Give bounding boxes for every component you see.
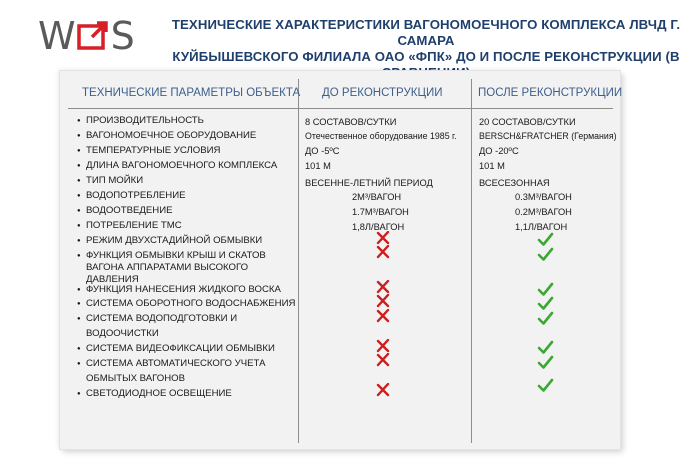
check-icon [537,282,554,297]
check-icon [537,355,554,370]
before-row-7: 1,8Л/ВАГОН [352,222,405,232]
param-row-5: ● ВОДОПОТРЕБЛЕНИЕ [86,190,298,202]
logo-letter-w: W [38,14,75,58]
after-row-1: BERSCH&FRATCHER (Германия) [479,131,617,141]
cross-icon [375,280,391,294]
title-line-1: ТЕХНИЧЕСКИЕ ХАРАКТЕРИСТИКИ ВАГОНОМОЕЧНОГО КОМПЛЕКСА ЛВЧД Г. САМАРА [171,17,681,48]
param-row-6: ● ВОДООТВЕДЕНИЕ [86,205,298,217]
check-icon [537,296,554,311]
header-after: ПОСЛЕ РЕКОНСТРУКЦИИ [478,87,623,99]
after-row-3: 101 М [479,161,505,171]
param-row-11: ● СИСТЕМА ОБОРОТНОГО ВОДОСНАБЖЕНИЯ [86,298,298,310]
param-row-7: ● ПОТРЕБЛЕНИЕ ТМС [86,220,298,232]
before-row-0: 8 СОСТАВОВ/СУТКИ [305,117,397,127]
before-row-4: ВЕСЕННЕ-ЛЕТНИЙ ПЕРИОД [305,178,433,188]
param-row-4: ● ТИП МОЙКИ [86,175,298,187]
before-row-3: 101 М [305,161,331,171]
cross-icon [375,339,391,353]
param-row-14: ● СИСТЕМА АВТОМАТИЧЕСКОГО УЧЕТА [86,358,298,370]
before-row-5: 2М³/ВАГОН [352,192,402,202]
check-icon [537,232,554,247]
header-before: ДО РЕКОНСТРУКЦИИ [322,87,443,99]
cross-icon [375,245,391,259]
param-row-8: ● РЕЖИМ ДВУХСТАДИЙНОЙ ОБМЫВКИ [86,235,298,247]
check-icon [537,247,554,262]
param-row-2: ● ТЕМПЕРАТУРНЫЕ УСЛОВИЯ [86,145,298,157]
before-row-1: Отечественное оборудование 1985 г. [305,131,457,141]
cross-icon [375,231,391,245]
after-row-0: 20 СОСТАВОВ/СУТКИ [479,117,576,127]
param-row-14-cont: ОБМЫТЫХ ВАГОНОВ [86,373,186,384]
header-divider [68,108,613,109]
title-line-2: КУЙБЫШЕВСКОГО ФИЛИАЛА ОАО «ФПК» ДО И ПОСЛЕ РЕКОНСТРУКЦИИ (В [172,49,680,64]
param-row-15: ● СВЕТОДИОДНОЕ ОСВЕЩЕНИЕ [86,388,298,400]
after-row-6: 0.2М³/ВАГОН [515,207,572,217]
column-divider-1 [298,79,299,443]
check-icon [537,378,554,393]
param-row-9: ● ФУНКЦИЯ ОБМЫВКИ КРЫШ И СКАТОВ ВАГОНА АППАРАТАМИ ВЫСОКОГО ДАВЛЕНИЯ [86,250,296,286]
param-row-1: ● ВАГОНОМОЕЧНОЕ ОБОРУДОВАНИЕ [86,130,298,142]
param-row-13: ● СИСТЕМА ВИДЕОФИКСАЦИИ ОБМЫВКИ [86,343,298,355]
after-row-5: 0.3М³/ВАГОН [515,192,572,202]
cross-icon [375,383,391,397]
logo-mark-icon [76,21,110,51]
cross-icon [375,353,391,367]
before-row-2: ДО -5ºС [305,146,340,156]
after-row-2: ДО -20ºС [479,146,519,156]
before-row-6: 1.7М³/ВАГОН [352,207,409,217]
param-row-0: ● ПРОИЗВОДИТЕЛЬНОСТЬ [86,115,298,127]
param-row-10: ● ФУНКЦИЯ НАНЕСЕНИЯ ЖИДКОГО ВОСКА [86,284,298,296]
param-row-12: ● СИСТЕМА ВОДОПОДГОТОВКИ И [86,313,298,325]
param-row-3: ● ДЛИНА ВАГОНОМОЕЧНОГО КОМПЛЕКСА [86,160,298,172]
check-icon [537,340,554,355]
logo-letter-s: S [110,14,134,58]
cross-icon [375,294,391,308]
after-row-4: ВСЕСЕЗОННАЯ [479,178,550,188]
cross-icon [375,309,391,323]
column-divider-2 [471,79,472,443]
check-icon [537,311,554,326]
param-row-12-cont: ВОДООЧИСТКИ [86,328,159,339]
company-logo [38,14,148,58]
header-params: ТЕХНИЧЕСКИЕ ПАРАМЕТРЫ ОБЪЕКТА [82,87,301,99]
after-row-7: 1,1Л/ВАГОН [515,222,568,232]
